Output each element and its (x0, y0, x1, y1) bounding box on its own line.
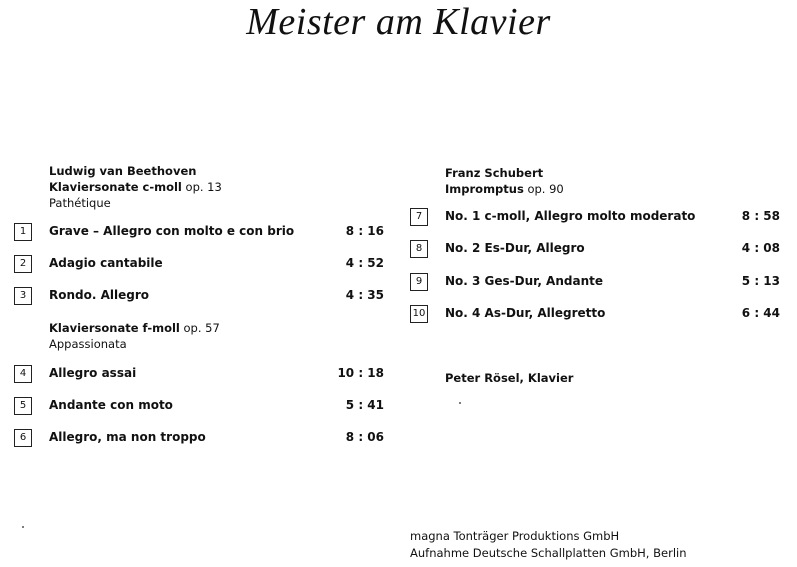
track-duration: 6 : 44 (741, 306, 780, 320)
track-duration: 4 : 52 (345, 256, 384, 270)
track-title: Allegro assai (49, 366, 137, 380)
track-number: 5 (14, 397, 32, 415)
track-row (14, 365, 386, 383)
track-row (14, 255, 386, 273)
track-duration: 5 : 41 (345, 398, 384, 412)
composer-name: Ludwig van Beethoven (49, 164, 197, 178)
track-duration: 8 : 16 (345, 224, 384, 238)
work-title: Klaviersonate f-moll op. 57 (49, 321, 220, 335)
track-row (14, 223, 386, 241)
track-duration: 8 : 58 (741, 209, 780, 223)
schubert-heading (445, 165, 564, 197)
track-number: 9 (410, 273, 428, 291)
track-number: 1 (14, 223, 32, 241)
album-title: Meister am Klavier (246, 1, 551, 43)
print-speck (22, 526, 24, 528)
track-row (410, 305, 782, 323)
track-number: 7 (410, 208, 428, 226)
track-number: 4 (14, 365, 32, 383)
track-row (14, 397, 386, 415)
track-title: No. 2 Es-Dur, Allegro (445, 241, 585, 255)
track-duration: 10 : 18 (337, 366, 384, 380)
track-row (14, 287, 386, 305)
work-subtitle: Appassionata (49, 337, 127, 351)
work-title: Klaviersonate c-moll op. 13 (49, 180, 222, 194)
track-title: Allegro, ma non troppo (49, 430, 206, 444)
track-number: 3 (14, 287, 32, 305)
track-row (410, 273, 782, 291)
recording-credit: Aufnahme Deutsche Schallplatten GmbH, Berlin (410, 546, 687, 560)
appassionata-heading (49, 320, 220, 352)
track-title: No. 3 Ges-Dur, Andante (445, 274, 603, 288)
beethoven-heading (49, 163, 222, 211)
composer-name: Franz Schubert (445, 166, 544, 180)
track-row (410, 240, 782, 258)
track-duration: 4 : 35 (345, 288, 384, 302)
work-title: Impromptus op. 90 (445, 182, 564, 196)
track-number: 10 (410, 305, 428, 323)
track-row (14, 429, 386, 447)
label-credits (410, 528, 687, 562)
track-title: Grave – Allegro con molto e con brio (49, 224, 295, 238)
track-number: 2 (14, 255, 32, 273)
track-number: 6 (14, 429, 32, 447)
track-duration: 8 : 06 (345, 430, 384, 444)
performer: Peter Rösel, Klavier (445, 371, 574, 385)
track-title: No. 4 As-Dur, Allegretto (445, 306, 606, 320)
label-name: magna Tonträger Produktions GmbH (410, 529, 620, 543)
track-number: 8 (410, 240, 428, 258)
print-speck (459, 402, 461, 404)
work-subtitle: Pathétique (49, 196, 111, 210)
track-title: No. 1 c-moll, Allegro molto moderato (445, 209, 696, 223)
track-duration: 5 : 13 (741, 274, 780, 288)
track-row (410, 208, 782, 226)
track-title: Rondo. Allegro (49, 288, 150, 302)
track-title: Andante con moto (49, 398, 173, 412)
track-title: Adagio cantabile (49, 256, 163, 270)
track-duration: 4 : 08 (741, 241, 780, 255)
